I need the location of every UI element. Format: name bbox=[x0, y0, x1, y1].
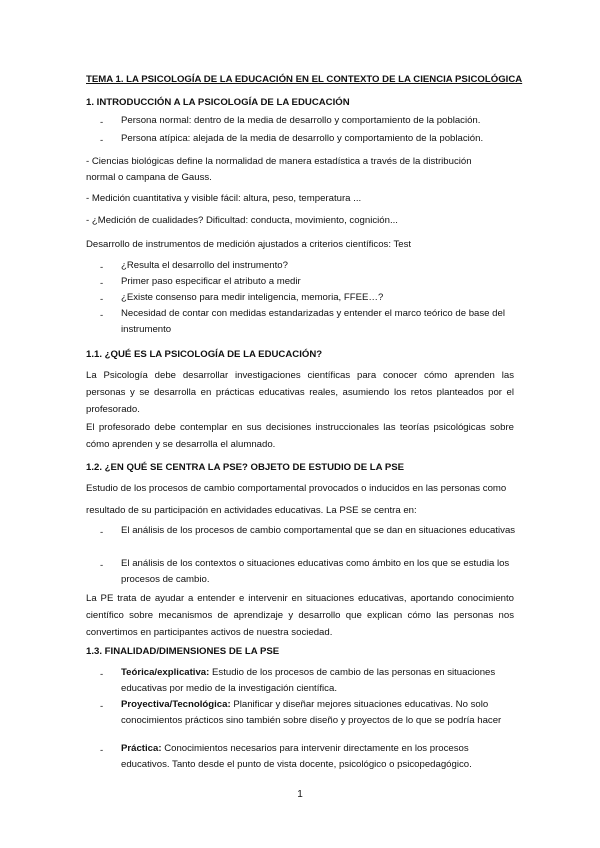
bullet-marker: - bbox=[100, 294, 104, 305]
pse-bullet-2: El análisis de los contextos o situaciones educativas como ámbito en los que se estudia los procesos de cambio. bbox=[121, 558, 510, 585]
intro-bullet-normal: Persona normal: dentro de la media de desarrollo y comportamiento de la población. bbox=[121, 115, 481, 126]
paragraph-1-1-b: El profesorado debe contemplar en sus decisiones instruccionales las teorías psicológicas sobre cómo aprenden y se desarrolla el alumnado. bbox=[86, 422, 514, 450]
paragraph-desarrollo: Desarrollo de instrumentos de medición ajustados a criterios científicos: Test bbox=[86, 239, 412, 250]
heading-1-2: 1.2. ¿EN QUÉ SE CENTRA LA PSE? OBJETO DE ESTUDIO DE LA PSE bbox=[86, 462, 405, 473]
test-bullet-1: ¿Resulta el desarrollo del instrumento? bbox=[121, 260, 288, 271]
paragraph-cualidades: - ¿Medición de cualidades? Dificultad: conducta, movimiento, cognición... bbox=[86, 215, 398, 226]
dimension-practica-label: Práctica: bbox=[121, 743, 162, 754]
bullet-marker: - bbox=[100, 135, 104, 146]
dimension-teorica-text: Estudio de los procesos de cambio de las personas en situaciones educativas por medio de la investigación científica. bbox=[121, 667, 496, 694]
paragraph-1-1-a: La Psicología debe desarrollar investigaciones científicas para conocer cómo aprenden las personas y se desarrolla en prácticas educativas reales, asumiendo los retos planteados por el profesorado. bbox=[86, 370, 514, 415]
bullet-marker: - bbox=[100, 669, 104, 680]
paragraph-medicion: - Medición cuantitativa y visible fácil: altura, peso, temperatura ... bbox=[86, 193, 362, 204]
bullet-marker: - bbox=[100, 527, 104, 538]
bullet-marker: - bbox=[100, 560, 104, 571]
bullet-marker: - bbox=[100, 117, 104, 128]
pse-bullet-1: El análisis de los procesos de cambio comportamental que se dan en situaciones educativas bbox=[121, 525, 516, 536]
section-1-heading: 1. INTRODUCCIÓN A LA PSICOLOGÍA DE LA EDUCACIÓN bbox=[86, 97, 350, 108]
bullet-marker: - bbox=[100, 278, 104, 289]
dimension-proyectiva-label: Proyectiva/Tecnológica: bbox=[121, 699, 231, 710]
paragraph-1-2-line-1: Estudio de los procesos de cambio comportamental provocados o inducidos en las personas como bbox=[86, 483, 507, 494]
bullet-marker: - bbox=[100, 745, 104, 756]
dimension-practica-text: Conocimientos necesarios para intervenir directamente en los procesos educativos. Tanto desde el punto de vista docente, psicológico o psicopedagógico. bbox=[121, 743, 472, 770]
dimension-proyectiva-text: Planificar y diseñar mejores situaciones educativas. No solo conocimientos prácticos sino también sobre diseño y proyectos de lo que se podría hacer bbox=[121, 699, 502, 726]
test-bullet-2: Primer paso especificar el atributo a medir bbox=[121, 276, 301, 287]
dimension-proyectiva bbox=[121, 697, 516, 729]
test-bullet-4: Necesidad de contar con medidas estandarizadas y entender el marco teórico de base del instrumento bbox=[121, 308, 505, 335]
dimension-practica bbox=[121, 741, 516, 773]
bullet-marker: - bbox=[100, 262, 104, 273]
bullet-marker: - bbox=[100, 310, 104, 321]
bullet-marker: - bbox=[100, 701, 104, 712]
heading-1-1: 1.1. ¿QUÉ ES LA PSICOLOGÍA DE LA EDUCACIÓN? bbox=[86, 349, 323, 360]
paragraph-1-2-c: La PE trata de ayudar a entender e intervenir en situaciones educativas, aportando conocimiento científico sobre mecanismos de aprendizaje y desarrollo que explican cómo las personas nos convertimos en participantes activos de nuestra sociedad. bbox=[86, 593, 514, 638]
dimension-teorica bbox=[121, 665, 516, 697]
heading-1-3: 1.3. FINALIDAD/DIMENSIONES DE LA PSE bbox=[86, 646, 280, 657]
intro-bullet-atypical: Persona atípica: alejada de la media de desarrollo y comportamiento de la población. bbox=[121, 133, 484, 144]
dimension-teorica-label: Teórica/explicativa: bbox=[121, 667, 210, 678]
paragraph-ciencias-line-2: normal o campana de Gauss. bbox=[86, 172, 212, 183]
page-number: 1 bbox=[297, 789, 303, 800]
paragraph-ciencias-line-1: - Ciencias biológicas define la normalidad de manera estadística a través de la distribución bbox=[86, 156, 472, 167]
test-bullet-3: ¿Existe consenso para medir inteligencia, memoria, FFEE…? bbox=[121, 292, 384, 303]
document-title: TEMA 1. LA PSICOLOGÍA DE LA EDUCACIÓN EN EL CONTEXTO DE LA CIENCIA PSICOLÓGICA bbox=[86, 74, 523, 85]
paragraph-1-2-line-2: resultado de su participación en actividades educativas. La PSE se centra en: bbox=[86, 505, 417, 516]
